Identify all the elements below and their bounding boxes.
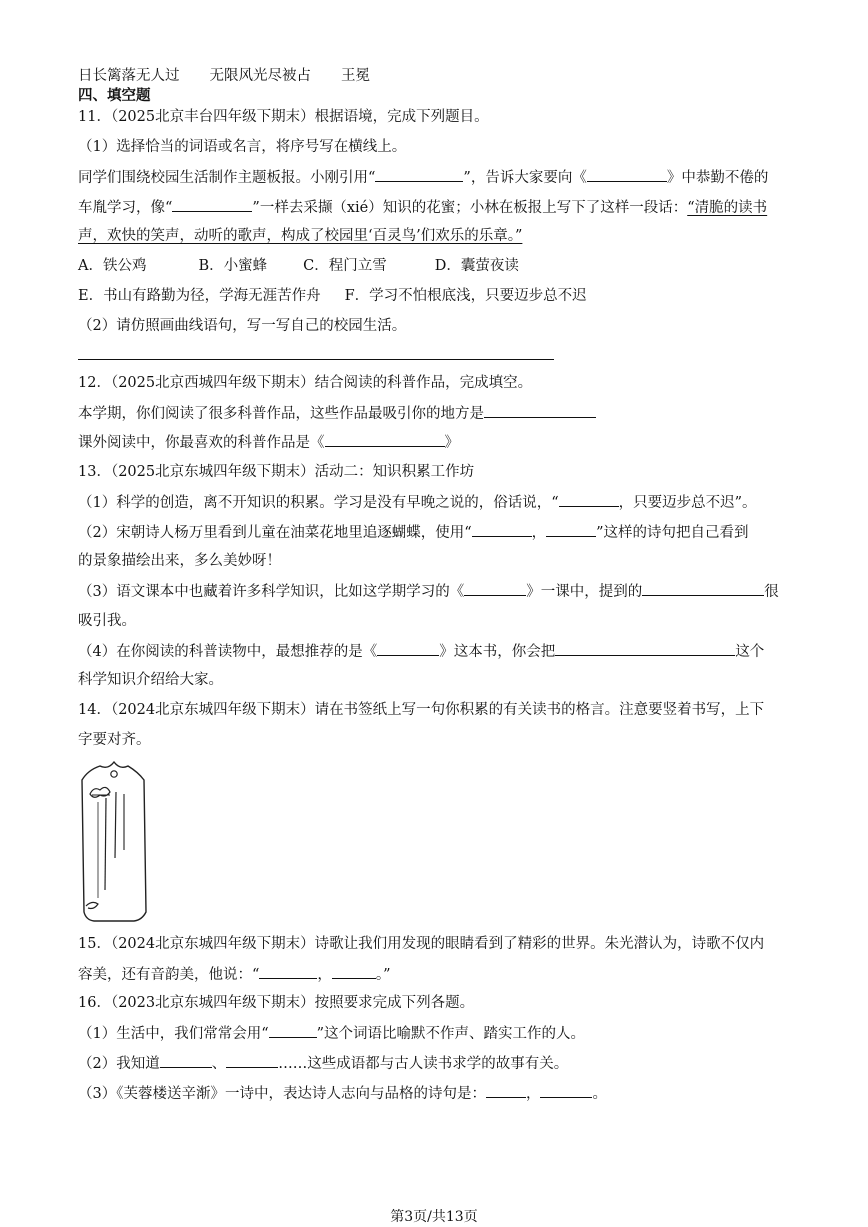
q12-line1: 本学期，你们阅读了很多科普作品，这些作品最吸引你的地方是 <box>78 403 596 424</box>
q16-blank-2a[interactable] <box>160 1053 212 1068</box>
q16-part3: （3）《芙蓉楼送辛渐》一诗中，表达诗人志向与品格的诗句是： ， 。 <box>78 1083 607 1104</box>
poem-author: 王冕 <box>341 68 370 84</box>
q16-blank-3a[interactable] <box>486 1083 526 1098</box>
poem-line-2: 无限风光尽被占 <box>209 68 311 84</box>
poem-tail-line <box>78 66 370 86</box>
q11-paragraph-line2: 车胤学习，像“ ”一样去采撷（xié）知识的花蜜；小林在板报上写下了这样一段话：“清脆的读书 <box>78 197 767 218</box>
q11-options-row1 <box>78 256 519 276</box>
q11-answer-line[interactable] <box>78 359 554 360</box>
option-a: A．铁公鸡 <box>78 258 147 274</box>
q13-part3-cont: 吸引我。 <box>78 613 136 629</box>
q13-part1: （1）科学的创造，离不开知识的积累。学习是没有早晚之说的，俗话说，“ ，只要迈步总不迟”。 <box>78 492 757 513</box>
bookmark-illustration <box>80 758 150 924</box>
q13-blank-3a[interactable] <box>464 581 526 596</box>
q14-line2: 字要对齐。 <box>78 732 151 748</box>
q11-blank-simile[interactable] <box>172 197 252 212</box>
q13-part4-cont: 科学知识介绍给大家。 <box>78 672 223 688</box>
q13-blank-2a[interactable] <box>472 522 532 537</box>
page-footer: 第3页/共13页 <box>390 1209 478 1225</box>
q11-part1: （1）选择恰当的词语或名言，将序号写在横线上。 <box>78 139 407 155</box>
q15-line1: 15．（2024北京东城四年级下期末）诗歌让我们用发现的眼睛看到了精彩的世界。朱光潜认为，诗歌不仅内 <box>78 936 765 952</box>
q11-curved-underline-start: “清脆的读书 <box>687 200 768 216</box>
q13-stem: 13．（2025北京东城四年级下期末）活动二：知识积累工作坊 <box>78 464 475 480</box>
q11-paragraph-line1: 同学们围绕校园生活制作主题板报。小刚引用“ ”，告诉大家要向《 》中恭勤不倦的 <box>78 167 768 188</box>
q16-blank-3b[interactable] <box>540 1083 592 1098</box>
q12-blank-attraction[interactable] <box>484 403 596 418</box>
q12-blank-favorite[interactable] <box>325 432 445 447</box>
q12-line2: 课外阅读中，你最喜欢的科普作品是《 》 <box>78 432 459 453</box>
q11-part2: （2）请仿照画曲线语句，写一写自己的校园生活。 <box>78 318 407 334</box>
q15-blank-2[interactable] <box>332 964 376 979</box>
q11-options-row2 <box>78 286 587 306</box>
q16-stem: 16．（2023北京东城四年级下期末）按照要求完成下列各题。 <box>78 995 475 1011</box>
q13-part2: （2）宋朝诗人杨万里看到儿童在油菜花地里追逐蝴蝶，使用“ ， ”这样的诗句把自己看到 <box>78 522 749 543</box>
option-b: B．小蜜蜂 <box>198 258 268 274</box>
poem-line-1: 日长篱落无人过 <box>78 68 180 84</box>
option-c: C．程门立雪 <box>303 258 387 274</box>
q11-stem: 11．（2025北京丰台四年级下期末）根据语境，完成下列题目。 <box>78 109 489 125</box>
q13-blank-2b[interactable] <box>546 522 596 537</box>
q11-blank-quote[interactable] <box>375 167 463 182</box>
section-title: 四、填空题 <box>78 87 151 104</box>
q13-part2-cont: 的景象描绘出来，多么美妙呀！ <box>78 553 281 569</box>
q13-part3: （3）语文课本中也藏着许多科学知识，比如这学期学习的《 》一课中，提到的 很 <box>78 581 779 602</box>
q13-blank-4a[interactable] <box>377 641 439 656</box>
q15-blank-1[interactable] <box>259 964 317 979</box>
q13-blank-1[interactable] <box>559 492 619 507</box>
q16-part2: （2）我知道 、 ……这些成语都与古人读书求学的故事有关。 <box>78 1053 568 1074</box>
q13-blank-3b[interactable] <box>642 581 764 596</box>
option-f: F．学习不怕根底浅，只要迈步总不迟 <box>344 288 587 304</box>
q13-blank-4b[interactable] <box>555 641 735 656</box>
q11-curved-underline-sentence: 声，欢快的笑声，动听的歌声，构成了校园里‘百灵鸟’们欢乐的乐章。” <box>78 228 523 244</box>
q16-part1: （1）生活中，我们常常会用“ ”这个词语比喻默不作声、踏实工作的人。 <box>78 1023 585 1044</box>
q13-part4: （4）在你阅读的科普读物中，最想推荐的是《 》这本书，你会把 这个 <box>78 641 764 662</box>
q12-stem: 12．（2025北京西城四年级下期末）结合阅读的科普作品，完成填空。 <box>78 375 533 391</box>
option-d: D．囊萤夜读 <box>434 258 519 274</box>
q16-blank-2b[interactable] <box>226 1053 278 1068</box>
q15-line2: 容美，还有音韵美，他说：“ ， 。” <box>78 964 391 985</box>
option-e: E．书山有路勤为径，学海无涯苦作舟 <box>78 288 321 304</box>
q16-blank-1[interactable] <box>269 1023 317 1038</box>
q11-blank-book[interactable] <box>587 167 667 182</box>
q14-line1: 14．（2024北京东城四年级下期末）请在书签纸上写一句你积累的有关读书的格言。注意要竖着书写，上下 <box>78 702 765 718</box>
